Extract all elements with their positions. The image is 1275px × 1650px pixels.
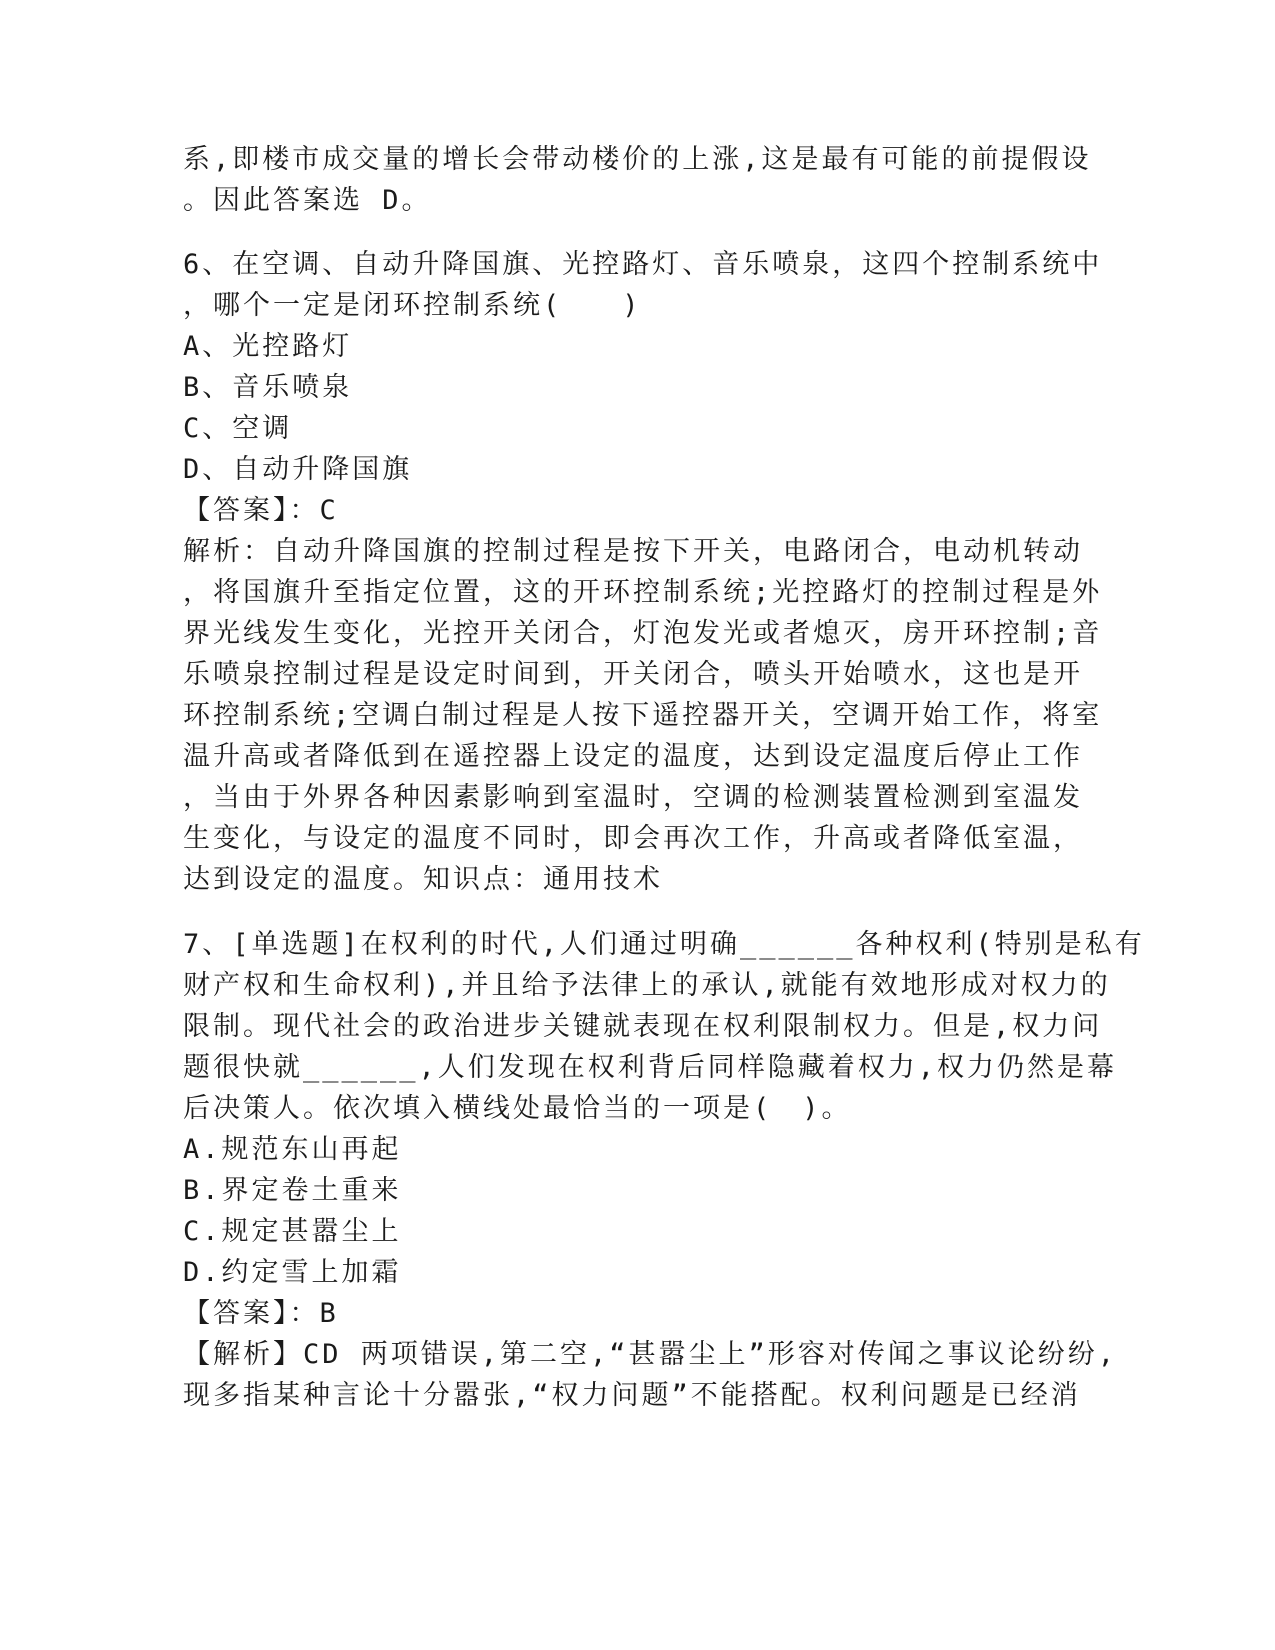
question-6-stem: 6、在空调、自动升降国旗、光控路灯、音乐喷泉，这四个控制系统中: [183, 249, 1103, 280]
question-6-analysis: 生变化，与设定的温度不同时，即会再次工作，升高或者降低室温，: [183, 823, 1083, 854]
question-6-option-d: D、自动升降国旗: [183, 454, 413, 485]
question-7-stem: 财产权和生命权利),并且给予法律上的承认,就能有效地形成对权力的: [183, 970, 1111, 1001]
question-7-analysis: 【解析】CD 两项错误,第二空,“甚嚣尘上”形容对传闻之事议论纷纷,: [183, 1339, 1118, 1370]
question-6-analysis: 解析：自动升降国旗的控制过程是按下开关，电路闭合，电动机转动: [183, 536, 1083, 567]
question-6-answer: 【答案】：C: [183, 495, 339, 526]
question-6-analysis: 温升高或者降低到在遥控器上设定的温度，达到设定温度后停止工作: [183, 741, 1083, 772]
question-6-analysis: 环控制系统;空调白制过程是人按下遥控器开关，空调开始工作，将室: [183, 700, 1103, 731]
question-7-option-c: C.规定甚嚣尘上: [183, 1216, 402, 1247]
question-7-stem: 7、[单选题]在权利的时代,人们通过明确______各种权利(特别是私有: [183, 929, 1145, 960]
question-6-analysis: ，当由于外界各种因素影响到室温时，空调的检测装置检测到室温发: [183, 782, 1083, 813]
question-6-option-b: B、音乐喷泉: [183, 372, 353, 403]
question-6-analysis: 乐喷泉控制过程是设定时间到，开关闭合，喷头开始喷水，这也是开: [183, 659, 1083, 690]
question-6-analysis: 达到设定的温度。知识点：通用技术: [183, 864, 663, 895]
question-7-option-d: D.约定雪上加霜: [183, 1257, 402, 1288]
question-6-analysis: ，将国旗升至指定位置，这的开环控制系统;光控路灯的控制过程是外: [183, 577, 1103, 608]
question-7-stem: 限制。现代社会的政治进步关键就表现在权利限制权力。但是,权力问: [183, 1011, 1103, 1042]
question-7-stem: 后决策人。依次填入横线处最恰当的一项是( )。: [183, 1093, 852, 1124]
question-6-option-c: C、空调: [183, 413, 293, 444]
question-6-analysis: 界光线发生变化，光控开关闭合，灯泡发光或者熄灭，房开环控制;音: [183, 618, 1103, 649]
intro-line: 系,即楼市成交量的增长会带动楼价的上涨,这是最有可能的前提假设: [183, 144, 1092, 175]
question-6-option-a: A、光控路灯: [183, 331, 353, 362]
question-7-option-b: B.界定卷土重来: [183, 1175, 402, 1206]
question-7-stem: 题很快就______,人们发现在权利背后同样隐藏着权力,权力仍然是幕: [183, 1052, 1118, 1083]
question-6-stem: ，哪个一定是闭环控制系统( ): [183, 290, 642, 321]
intro-line: 。因此答案选 D。: [183, 185, 432, 216]
question-7-option-a: A.规范东山再起: [183, 1134, 402, 1165]
question-7-answer: 【答案】：B: [183, 1298, 339, 1329]
question-7-analysis: 现多指某种言论十分嚣张,“权力问题”不能搭配。权利问题是已经消: [183, 1380, 1081, 1411]
